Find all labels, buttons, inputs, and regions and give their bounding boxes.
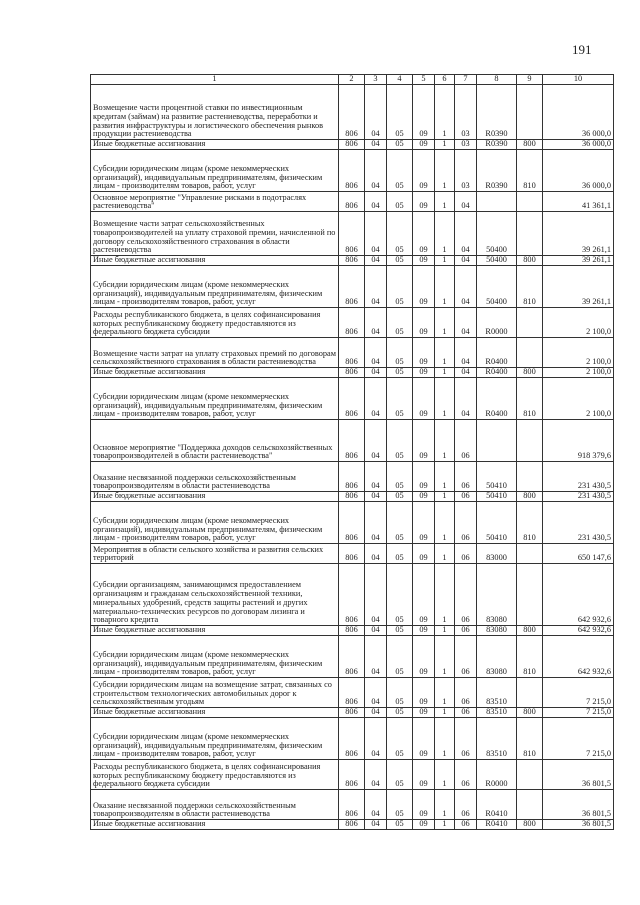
row-amount: 36 000,0 xyxy=(543,140,614,150)
row-code-c5: 09 xyxy=(413,492,435,502)
table-row xyxy=(91,820,614,830)
row-code-c8: R0390 xyxy=(477,85,517,140)
row-code-c8: R0410 xyxy=(477,820,517,830)
row-code-c7: 04 xyxy=(455,338,477,368)
row-amount: 39 261,1 xyxy=(543,256,614,266)
row-code-c5: 09 xyxy=(413,708,435,718)
table-row xyxy=(91,420,614,462)
row-code-c3: 04 xyxy=(365,266,387,308)
row-code-c7: 06 xyxy=(455,718,477,760)
table-row xyxy=(91,790,614,820)
row-code-c2: 806 xyxy=(339,256,365,266)
row-amount: 36 801,5 xyxy=(543,790,614,820)
row-code-c8: R0400 xyxy=(477,378,517,420)
row-code-c8: 83510 xyxy=(477,718,517,760)
row-code-c8: 83080 xyxy=(477,564,517,626)
row-code-c8: 50410 xyxy=(477,492,517,502)
row-description: Субсидии юридическим лицам (кроме некоммерческих организаций), индивидуальным предпринимателям, физическим лицам - производителям товаров, работ, услуг xyxy=(91,150,339,192)
row-code-c4: 05 xyxy=(387,85,413,140)
row-code-c4: 05 xyxy=(387,192,413,212)
row-description: Иные бюджетные ассигнования xyxy=(91,256,339,266)
column-header: 4 xyxy=(387,75,413,85)
row-code-c3: 04 xyxy=(365,502,387,544)
row-description: Субсидии юридическим лицам (кроме некоммерческих организаций), индивидуальным предпринимателям, физическим лицам - производителям товаров, работ, услуг xyxy=(91,502,339,544)
row-code-c9 xyxy=(517,212,543,256)
row-code-c3: 04 xyxy=(365,140,387,150)
row-code-c5: 09 xyxy=(413,256,435,266)
row-code-c4: 05 xyxy=(387,266,413,308)
row-code-c7: 06 xyxy=(455,626,477,636)
row-code-c7: 06 xyxy=(455,760,477,790)
row-code-c9 xyxy=(517,420,543,462)
row-code-c4: 05 xyxy=(387,760,413,790)
row-code-c5: 09 xyxy=(413,544,435,564)
row-code-c9: 810 xyxy=(517,378,543,420)
row-description: Оказание несвязанной поддержки сельскохозяйственным товаропроизводителям в области растениеводства xyxy=(91,462,339,492)
row-code-c3: 04 xyxy=(365,820,387,830)
row-code-c6: 1 xyxy=(435,502,455,544)
row-code-c4: 05 xyxy=(387,790,413,820)
row-code-c6: 1 xyxy=(435,708,455,718)
column-header: 1 xyxy=(91,75,339,85)
row-code-c3: 04 xyxy=(365,718,387,760)
row-code-c3: 04 xyxy=(365,378,387,420)
column-header: 9 xyxy=(517,75,543,85)
row-code-c5: 09 xyxy=(413,192,435,212)
row-code-c5: 09 xyxy=(413,420,435,462)
row-amount: 36 000,0 xyxy=(543,150,614,192)
row-code-c8: R0390 xyxy=(477,140,517,150)
row-code-c7: 06 xyxy=(455,544,477,564)
row-code-c2: 806 xyxy=(339,708,365,718)
table-row xyxy=(91,760,614,790)
row-code-c5: 09 xyxy=(413,820,435,830)
row-code-c6: 1 xyxy=(435,760,455,790)
row-code-c6: 1 xyxy=(435,266,455,308)
row-code-c6: 1 xyxy=(435,368,455,378)
row-code-c9: 800 xyxy=(517,820,543,830)
row-code-c3: 04 xyxy=(365,678,387,708)
table-row xyxy=(91,462,614,492)
row-code-c6: 1 xyxy=(435,192,455,212)
row-code-c4: 05 xyxy=(387,338,413,368)
row-code-c7: 04 xyxy=(455,266,477,308)
row-code-c5: 09 xyxy=(413,718,435,760)
row-code-c3: 04 xyxy=(365,462,387,492)
table-row xyxy=(91,492,614,502)
row-description: Мероприятия в области сельского хозяйства и развития сельских территорий xyxy=(91,544,339,564)
row-code-c9 xyxy=(517,564,543,626)
row-code-c2: 806 xyxy=(339,266,365,308)
row-amount: 918 379,6 xyxy=(543,420,614,462)
row-description: Иные бюджетные ассигнования xyxy=(91,140,339,150)
row-code-c2: 806 xyxy=(339,212,365,256)
row-code-c9 xyxy=(517,308,543,338)
row-amount: 642 932,6 xyxy=(543,626,614,636)
row-code-c4: 05 xyxy=(387,626,413,636)
row-code-c2: 806 xyxy=(339,502,365,544)
row-code-c3: 04 xyxy=(365,564,387,626)
column-header: 6 xyxy=(435,75,455,85)
row-code-c6: 1 xyxy=(435,140,455,150)
row-code-c7: 04 xyxy=(455,368,477,378)
row-code-c5: 09 xyxy=(413,308,435,338)
row-code-c9: 810 xyxy=(517,150,543,192)
column-header: 8 xyxy=(477,75,517,85)
row-code-c4: 05 xyxy=(387,544,413,564)
row-description: Субсидии юридическим лицам (кроме некоммерческих организаций), индивидуальным предпринимателям, физическим лицам - производителям товаров, работ, услуг xyxy=(91,266,339,308)
row-code-c7: 03 xyxy=(455,140,477,150)
row-code-c7: 04 xyxy=(455,308,477,338)
row-code-c7: 06 xyxy=(455,420,477,462)
row-code-c4: 05 xyxy=(387,462,413,492)
row-code-c4: 05 xyxy=(387,708,413,718)
row-code-c2: 806 xyxy=(339,626,365,636)
row-code-c9 xyxy=(517,85,543,140)
row-code-c6: 1 xyxy=(435,820,455,830)
row-code-c2: 806 xyxy=(339,420,365,462)
row-code-c3: 04 xyxy=(365,192,387,212)
row-description: Основное мероприятие "Поддержка доходов сельскохозяйственных товаропроизводителей в области растениеводства" xyxy=(91,420,339,462)
row-code-c2: 806 xyxy=(339,820,365,830)
row-code-c8: 50410 xyxy=(477,462,517,492)
row-description: Субсидии юридическим лицам на возмещение затрат, связанных со строительством технологических автомобильных дорог к сельскохозяйственным угодьям xyxy=(91,678,339,708)
row-code-c5: 09 xyxy=(413,338,435,368)
row-description: Возмещение части затрат на уплату страховых премий по договорам сельскохозяйственного страхования в области растениеводства xyxy=(91,338,339,368)
row-amount: 39 261,1 xyxy=(543,266,614,308)
row-code-c4: 05 xyxy=(387,492,413,502)
row-code-c7: 03 xyxy=(455,150,477,192)
row-code-c6: 1 xyxy=(435,378,455,420)
row-code-c9 xyxy=(517,760,543,790)
row-code-c3: 04 xyxy=(365,85,387,140)
table-row xyxy=(91,256,614,266)
row-code-c9: 800 xyxy=(517,626,543,636)
row-code-c4: 05 xyxy=(387,150,413,192)
row-code-c5: 09 xyxy=(413,212,435,256)
row-code-c2: 806 xyxy=(339,140,365,150)
row-code-c6: 1 xyxy=(435,718,455,760)
row-code-c5: 09 xyxy=(413,636,435,678)
row-code-c3: 04 xyxy=(365,636,387,678)
row-code-c8: 50400 xyxy=(477,212,517,256)
row-code-c7: 06 xyxy=(455,820,477,830)
row-code-c8: R0400 xyxy=(477,368,517,378)
table-row xyxy=(91,564,614,626)
row-amount: 650 147,6 xyxy=(543,544,614,564)
row-code-c5: 09 xyxy=(413,462,435,492)
row-code-c5: 09 xyxy=(413,378,435,420)
row-code-c2: 806 xyxy=(339,492,365,502)
row-code-c6: 1 xyxy=(435,150,455,192)
row-amount: 7 215,0 xyxy=(543,718,614,760)
row-code-c8: 83080 xyxy=(477,636,517,678)
column-header: 2 xyxy=(339,75,365,85)
row-code-c7: 04 xyxy=(455,212,477,256)
row-code-c2: 806 xyxy=(339,760,365,790)
row-amount: 2 100,0 xyxy=(543,378,614,420)
table-row xyxy=(91,718,614,760)
row-amount: 41 361,1 xyxy=(543,192,614,212)
row-description: Оказание несвязанной поддержки сельскохозяйственным товаропроизводителям в области растениеводства xyxy=(91,790,339,820)
row-code-c3: 04 xyxy=(365,420,387,462)
row-code-c9: 800 xyxy=(517,140,543,150)
row-code-c9 xyxy=(517,192,543,212)
row-code-c6: 1 xyxy=(435,790,455,820)
row-code-c2: 806 xyxy=(339,192,365,212)
row-code-c8: 83080 xyxy=(477,626,517,636)
row-code-c3: 04 xyxy=(365,212,387,256)
row-description: Расходы республиканского бюджета, в целях софинансирования которых республиканскому бюджету предоставляются из федерального бюджета субсидии xyxy=(91,760,339,790)
row-code-c9: 800 xyxy=(517,368,543,378)
row-code-c8: 83510 xyxy=(477,708,517,718)
row-description: Субсидии юридическим лицам (кроме некоммерческих организаций), индивидуальным предпринимателям, физическим лицам - производителям товаров, работ, услуг xyxy=(91,718,339,760)
row-amount: 7 215,0 xyxy=(543,678,614,708)
row-description: Возмещение части процентной ставки по инвестиционным кредитам (займам) на развитие растениеводства, переработки и развития инфраструктуры и логистического обеспечения рынков продукции растениеводства xyxy=(91,85,339,140)
table-row xyxy=(91,150,614,192)
row-code-c3: 04 xyxy=(365,544,387,564)
table-row xyxy=(91,266,614,308)
row-code-c3: 04 xyxy=(365,308,387,338)
row-code-c5: 09 xyxy=(413,140,435,150)
row-code-c4: 05 xyxy=(387,368,413,378)
row-code-c5: 09 xyxy=(413,150,435,192)
row-amount: 231 430,5 xyxy=(543,502,614,544)
table-row xyxy=(91,626,614,636)
row-code-c5: 09 xyxy=(413,564,435,626)
row-code-c7: 04 xyxy=(455,192,477,212)
row-code-c2: 806 xyxy=(339,636,365,678)
row-code-c9 xyxy=(517,544,543,564)
column-header: 5 xyxy=(413,75,435,85)
table-row xyxy=(91,308,614,338)
row-code-c7: 06 xyxy=(455,636,477,678)
row-code-c8: R0000 xyxy=(477,760,517,790)
row-code-c2: 806 xyxy=(339,678,365,708)
page-number: 191 xyxy=(572,42,592,57)
table-row xyxy=(91,212,614,256)
row-code-c9: 800 xyxy=(517,256,543,266)
row-code-c5: 09 xyxy=(413,368,435,378)
row-code-c2: 806 xyxy=(339,564,365,626)
row-code-c8: 83510 xyxy=(477,678,517,708)
table-row xyxy=(91,192,614,212)
table-row xyxy=(91,544,614,564)
row-code-c3: 04 xyxy=(365,790,387,820)
row-code-c6: 1 xyxy=(435,212,455,256)
row-code-c5: 09 xyxy=(413,790,435,820)
row-code-c2: 806 xyxy=(339,378,365,420)
row-code-c9 xyxy=(517,462,543,492)
row-description: Субсидии организациям, занимающимся предоставлением организациям и гражданам сельскохозяйственной техники, минеральных удобрений, средств защиты растений и других материально-технических ресурсов по договорам лизинга и товарного кредита xyxy=(91,564,339,626)
row-code-c9 xyxy=(517,790,543,820)
row-code-c8: R0400 xyxy=(477,338,517,368)
row-description: Возмещение части затрат сельскохозяйственных товаропроизводителей на уплату страховой премии, начисленной по договору сельскохозяйственного страхования в области растениеводства xyxy=(91,212,339,256)
row-code-c8: 83000 xyxy=(477,544,517,564)
row-code-c7: 06 xyxy=(455,564,477,626)
table-row xyxy=(91,378,614,420)
row-code-c4: 05 xyxy=(387,718,413,760)
row-code-c8: R0410 xyxy=(477,790,517,820)
row-amount: 7 215,0 xyxy=(543,708,614,718)
table-row xyxy=(91,636,614,678)
row-code-c7: 06 xyxy=(455,790,477,820)
row-code-c5: 09 xyxy=(413,266,435,308)
row-code-c2: 806 xyxy=(339,718,365,760)
row-code-c4: 05 xyxy=(387,636,413,678)
row-code-c5: 09 xyxy=(413,626,435,636)
row-code-c4: 05 xyxy=(387,378,413,420)
row-code-c8: R0000 xyxy=(477,308,517,338)
row-code-c8 xyxy=(477,192,517,212)
row-code-c6: 1 xyxy=(435,544,455,564)
table-row xyxy=(91,85,614,140)
header-row xyxy=(91,75,614,85)
column-header: 7 xyxy=(455,75,477,85)
row-code-c6: 1 xyxy=(435,678,455,708)
row-code-c7: 04 xyxy=(455,378,477,420)
row-code-c2: 806 xyxy=(339,790,365,820)
row-amount: 642 932,6 xyxy=(543,636,614,678)
table-row xyxy=(91,338,614,368)
row-description: Иные бюджетные ассигнования xyxy=(91,626,339,636)
row-amount: 39 261,1 xyxy=(543,212,614,256)
row-amount: 2 100,0 xyxy=(543,308,614,338)
row-code-c7: 04 xyxy=(455,256,477,266)
row-code-c5: 09 xyxy=(413,678,435,708)
row-code-c7: 03 xyxy=(455,85,477,140)
row-code-c5: 09 xyxy=(413,760,435,790)
row-code-c6: 1 xyxy=(435,420,455,462)
row-code-c6: 1 xyxy=(435,636,455,678)
row-code-c2: 806 xyxy=(339,85,365,140)
row-code-c6: 1 xyxy=(435,492,455,502)
row-code-c7: 06 xyxy=(455,462,477,492)
row-code-c8: 50400 xyxy=(477,256,517,266)
row-code-c8: 50410 xyxy=(477,502,517,544)
table-row xyxy=(91,140,614,150)
row-code-c9 xyxy=(517,338,543,368)
row-code-c2: 806 xyxy=(339,544,365,564)
row-code-c6: 1 xyxy=(435,308,455,338)
table-row xyxy=(91,678,614,708)
row-code-c4: 05 xyxy=(387,678,413,708)
row-description: Субсидии юридическим лицам (кроме некоммерческих организаций), индивидуальным предпринимателям, физическим лицам - производителям товаров, работ, услуг xyxy=(91,636,339,678)
row-code-c3: 04 xyxy=(365,368,387,378)
row-code-c4: 05 xyxy=(387,502,413,544)
budget-table xyxy=(90,74,614,830)
row-code-c2: 806 xyxy=(339,338,365,368)
row-code-c4: 05 xyxy=(387,212,413,256)
row-code-c6: 1 xyxy=(435,626,455,636)
row-code-c9: 810 xyxy=(517,636,543,678)
column-header: 10 xyxy=(543,75,614,85)
row-code-c7: 06 xyxy=(455,678,477,708)
row-code-c9 xyxy=(517,678,543,708)
row-amount: 36 000,0 xyxy=(543,85,614,140)
row-code-c2: 806 xyxy=(339,308,365,338)
row-code-c7: 06 xyxy=(455,502,477,544)
row-code-c3: 04 xyxy=(365,708,387,718)
row-amount: 231 430,5 xyxy=(543,462,614,492)
row-amount: 36 801,5 xyxy=(543,760,614,790)
row-code-c3: 04 xyxy=(365,492,387,502)
row-code-c4: 05 xyxy=(387,820,413,830)
row-amount: 36 801,5 xyxy=(543,820,614,830)
table-row xyxy=(91,368,614,378)
row-code-c5: 09 xyxy=(413,502,435,544)
row-code-c9: 800 xyxy=(517,492,543,502)
row-code-c2: 806 xyxy=(339,462,365,492)
row-code-c6: 1 xyxy=(435,85,455,140)
table-row xyxy=(91,502,614,544)
row-code-c3: 04 xyxy=(365,338,387,368)
row-amount: 2 100,0 xyxy=(543,368,614,378)
row-code-c4: 05 xyxy=(387,140,413,150)
row-description: Иные бюджетные ассигнования xyxy=(91,492,339,502)
row-amount: 2 100,0 xyxy=(543,338,614,368)
row-code-c6: 1 xyxy=(435,564,455,626)
row-code-c6: 1 xyxy=(435,338,455,368)
row-code-c8 xyxy=(477,420,517,462)
row-code-c4: 05 xyxy=(387,564,413,626)
row-code-c6: 1 xyxy=(435,256,455,266)
row-amount: 231 430,5 xyxy=(543,492,614,502)
row-code-c7: 06 xyxy=(455,492,477,502)
table-body xyxy=(91,85,614,830)
table-row xyxy=(91,708,614,718)
row-description: Расходы республиканского бюджета, в целях софинансирования которых республиканскому бюджету предоставляются из федерального бюджета субсидии xyxy=(91,308,339,338)
row-description: Иные бюджетные ассигнования xyxy=(91,368,339,378)
row-code-c4: 05 xyxy=(387,256,413,266)
row-description: Иные бюджетные ассигнования xyxy=(91,708,339,718)
row-code-c4: 05 xyxy=(387,308,413,338)
row-code-c6: 1 xyxy=(435,462,455,492)
row-code-c4: 05 xyxy=(387,420,413,462)
column-header: 3 xyxy=(365,75,387,85)
row-code-c8: 50400 xyxy=(477,266,517,308)
row-amount: 642 932,6 xyxy=(543,564,614,626)
row-code-c9: 810 xyxy=(517,266,543,308)
row-code-c2: 806 xyxy=(339,368,365,378)
row-code-c9: 810 xyxy=(517,718,543,760)
row-code-c5: 09 xyxy=(413,85,435,140)
row-code-c8: R0390 xyxy=(477,150,517,192)
row-code-c9: 800 xyxy=(517,708,543,718)
row-code-c3: 04 xyxy=(365,760,387,790)
row-code-c3: 04 xyxy=(365,150,387,192)
row-description: Субсидии юридическим лицам (кроме некоммерческих организаций), индивидуальным предпринимателям, физическим лицам - производителям товаров, работ, услуг xyxy=(91,378,339,420)
row-code-c7: 06 xyxy=(455,708,477,718)
row-code-c3: 04 xyxy=(365,256,387,266)
row-code-c2: 806 xyxy=(339,150,365,192)
row-code-c3: 04 xyxy=(365,626,387,636)
row-description: Основное мероприятие "Управление рисками в подотраслях растениеводства" xyxy=(91,192,339,212)
row-description: Иные бюджетные ассигнования xyxy=(91,820,339,830)
row-code-c9: 810 xyxy=(517,502,543,544)
